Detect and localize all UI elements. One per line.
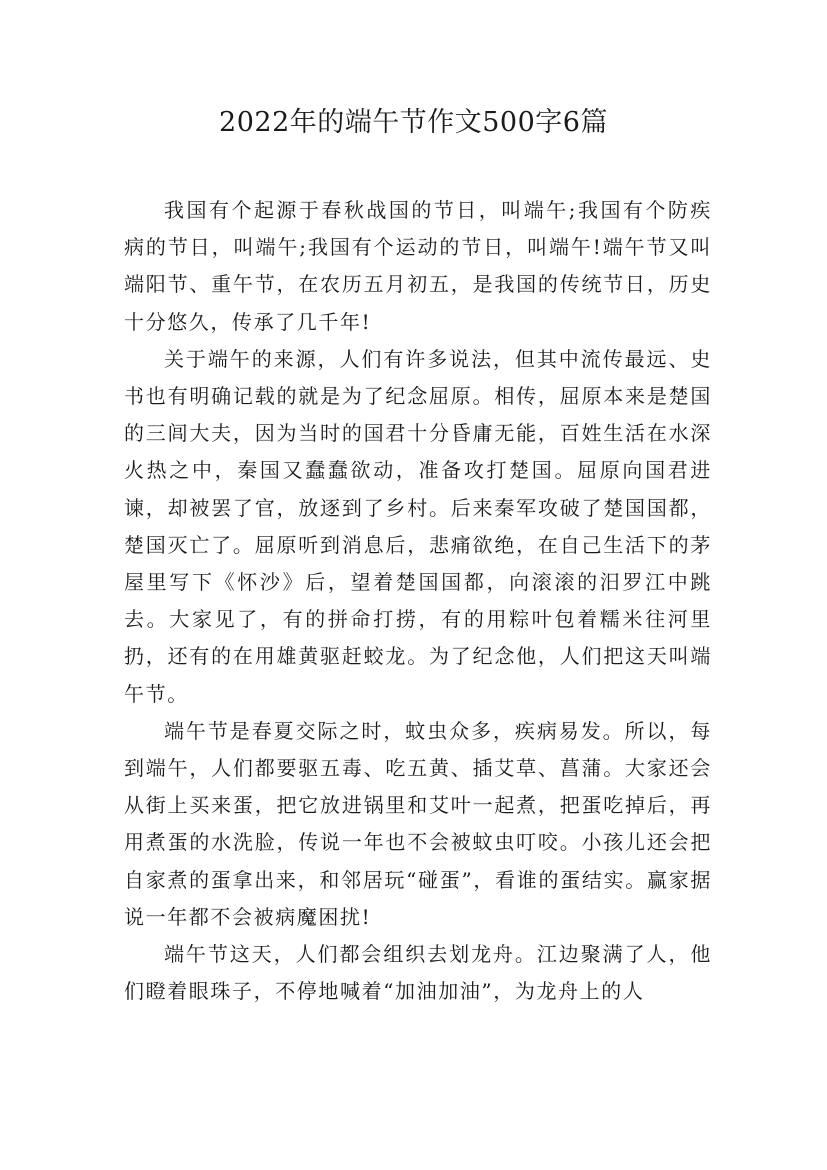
paragraph-2: 关于端午的来源，人们有许多说法，但其中流传最远、史书也有明确记载的就是为了纪念屈原。相传，屈原本来是楚国的三闾大夫，因为当时的国君十分昏庸无能，百姓生活在水深火热之中，秦国又蠢蠢欲动，准备攻打楚国。屈原向国君进谏，却被罢了官，放逐到了乡村。后来秦军攻破了楚国国都，楚国灭亡了。屈原听到消息后，悲痛欲绝，在自己生活下的茅屋里写下《怀沙》后，望着楚国国都，向滚滚的汨罗江中跳去。大家见了，有的拼命打捞，有的用粽叶包着糯米往河里扔，还有的在用雄黄驱赶蛟龙。为了纪念他，人们把这天叫端午节。 (124, 346, 712, 706)
paragraph-3: 端午节是春夏交际之时，蚊虫众多，疾病易发。所以，每到端午，人们都要驱五毒、吃五黄、插艾草、菖蒲。大家还会从街上买来蛋，把它放进锅里和艾叶一起煮，把蛋吃掉后，再用煮蛋的水洗脸，传说一年也不会被蚊虫叮咬。小孩儿还会把自家煮的蛋拿出来，和邻居玩“碰蛋”，看谁的蛋结实。赢家据说一年都不会被病魔困扰! (124, 718, 712, 929)
document-body (124, 192, 712, 1010)
paragraph-1: 我国有个起源于春秋战国的节日，叫端午;我国有个防疾病的节日，叫端午;我国有个运动的节日，叫端午!端午节又叫端阳节、重午节，在农历五月初五，是我国的传统节日，历史十分悠久，传承了几千年! (124, 198, 712, 334)
paragraph-4: 端午节这天，人们都会组织去划龙舟。江边聚满了人，他们瞪着眼珠子，不停地喊着“加油加油”，为龙舟上的人 (124, 942, 712, 1004)
document-title: 2022年的端午节作文500字6篇 (219, 107, 608, 138)
